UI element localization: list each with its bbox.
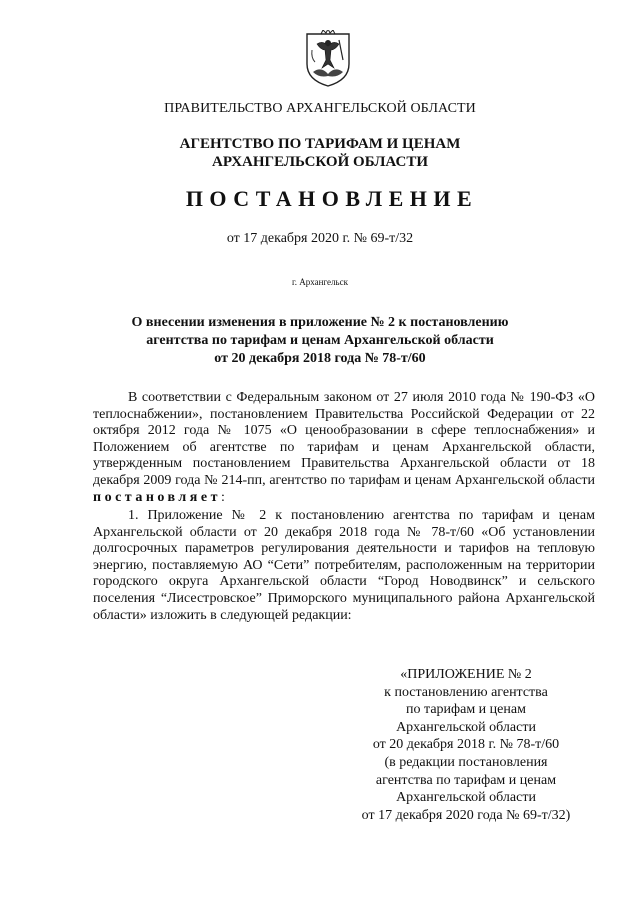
agency-name [0, 135, 640, 171]
subject-line2: агентства по тарифам и ценам Архангельской области [146, 333, 494, 348]
agency-name-line1: АГЕНТСТВО ПО ТАРИФАМ И ЦЕНАМ [179, 136, 461, 152]
preamble-paragraph [93, 390, 595, 506]
appendix-line: от 20 декабря 2018 г. № 78-т/60 [372, 737, 560, 753]
appendix-line: от 17 декабря 2020 года № 69-т/32) [361, 807, 571, 823]
clause-1-paragraph [93, 508, 595, 624]
appendix-line: «ПРИЛОЖЕНИЕ № 2 [400, 667, 532, 682]
subject-line3: от 20 декабря 2018 года № 78-т/60 [214, 351, 426, 366]
resolves-word: постановляет [93, 489, 221, 505]
appendix-line: по тарифам и ценам [406, 702, 526, 718]
clause-1-text: 1. Приложение № 2 к постановлению агентства по тарифам и ценам Архангельской области от 20 декабря 2018 года № 78-т/60 «Об установлении долгосрочных параметров регулирования деятельности и тарифов на тепловую энергию, поставляемую АО “Сети” потребителям, расположенным на территории городского округа Архангельской области “Город Новодвинск” и сельского поселения “Лисестровское” Приморского муниципального района Архангельской области» изложить в следующей редакции: [93, 508, 595, 623]
appendix-line: агентства по тарифам и ценам [375, 772, 557, 788]
document-city: г. Архангельск [292, 277, 348, 287]
subject-line1: О внесении изменения в приложение № 2 к постановлению [131, 315, 509, 330]
document-subject [0, 314, 640, 368]
government-name: ПРАВИТЕЛЬСТВО АРХАНГЕЛЬСКОЙ ОБЛАСТИ [164, 101, 476, 116]
coat-of-arms-emblem-icon [303, 30, 353, 88]
preamble-text: В соответствии с Федеральным законом от 27 июля 2010 года № 190-ФЗ «О теплоснабжении», постановлением Правительства Российской Федерации от 22 октября 2012 года № 1075 «О ценообразовании в сфере теплоснабжения» и Положением об агентстве по тарифам и ценам Архангельской области, утвержденным постановлением Правительства Архангельской области от 18 декабря 2009 года № 214-пп, агентство по тарифам и ценам Архангельской области [93, 390, 595, 488]
appendix-line: к постановлению агентства [384, 684, 548, 700]
agency-name-line2: АРХАНГЕЛЬСКОЙ ОБЛАСТИ [212, 154, 428, 170]
document-type-title: ПОСТАНОВЛЕНИЕ [185, 186, 479, 211]
appendix-line: Архангельской области [396, 719, 536, 735]
appendix-line: (в редакции постановления [384, 754, 548, 770]
appendix-line: Архангельской области [396, 790, 536, 806]
document-date-number: от 17 декабря 2020 г. № 69-т/32 [226, 231, 414, 246]
appendix-header-block [336, 666, 596, 824]
preamble-end: : [220, 489, 225, 505]
